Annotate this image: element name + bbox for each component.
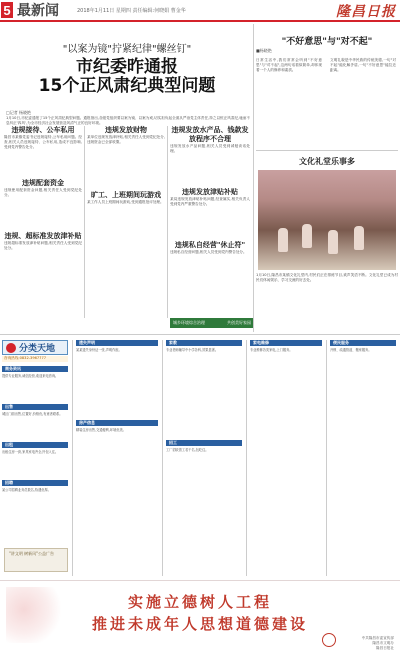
green-banner-ad — [170, 318, 254, 328]
photo-figure — [302, 224, 312, 248]
classified-ad: 开锁、疏通管道、搬家服务。 — [330, 348, 372, 352]
lead-column-1 — [4, 126, 82, 281]
classified-ad: 专业老师辅导中小学各科,效果显著。 — [166, 348, 219, 352]
page-number: 5 — [1, 2, 13, 18]
section-text: 某单位违规发放津补贴,相关责任人受到党纪处分,违规资金已全部收缴。 — [87, 135, 165, 144]
banner-right-text: 共创美好家园 — [227, 320, 251, 325]
classified-ad: 某某遗失身份证一张,声明作废。 — [76, 348, 122, 352]
credit-line: 中共隆昌市委宣传部 — [361, 636, 394, 640]
section-text: 隆昌市某镇党委书记违规接待,公车私用问题。经查,相关人员违规接待、公车私用,造成不良影响,受到党内警告处分。 — [4, 135, 82, 149]
section-heading: 违规接待、公车私用 — [11, 126, 75, 134]
banner-left-text: 城乡环境综合治理 — [173, 320, 205, 325]
category-bar: 家电维修 — [250, 340, 322, 346]
classified-ad: 工厂招收普工若干名,包吃住。 — [166, 448, 209, 452]
section-text: 违规超标准发放津补贴问题,相关责任人受到党纪处分。 — [4, 241, 82, 250]
classified-ad: 出租住房一套,家具家电齐全,拎包入住。 — [2, 450, 59, 454]
masthead — [0, 0, 400, 20]
photo-figure — [278, 228, 288, 252]
photo-headline: 文化礼堂乐事多 — [299, 157, 355, 166]
classified-ad: 精装住房出售,交通便利,环境优美。 — [76, 428, 126, 432]
column-divider — [326, 340, 327, 576]
classifieds-title: 分类天地 — [19, 344, 56, 354]
lead-column-3 — [170, 126, 250, 290]
classified-ad: 某公司招聘业务员数名,待遇优厚。 — [2, 488, 51, 492]
section-heading: 违规发放水产品、钱款发放程序不合理 — [171, 126, 249, 143]
news-photo — [258, 170, 396, 270]
lead-headline — [4, 58, 250, 96]
commentary-byline: ■杨晓艳 — [256, 48, 272, 53]
banner-slogan-1: 实施立德树人工程 — [127, 593, 272, 611]
section-divider — [256, 150, 398, 151]
column-divider — [253, 24, 254, 332]
column-divider — [162, 340, 163, 576]
section-text: 某局违规发放津贴补贴问题,经查属实,相关负责人受到党内严重警告处分。 — [170, 197, 250, 206]
classifieds-logo-icon — [6, 343, 16, 353]
section-text: 违规发放水产品问题,相关人员受到诫勉谈话处理。 — [170, 144, 250, 153]
header-rule — [0, 20, 400, 22]
commentary-headline: "不好意思"与"对不起" — [281, 37, 373, 47]
category-bar: 招聘 — [2, 480, 68, 486]
classified-ad: 提供专业服务,诚信经营,欢迎来电咨询。 — [2, 374, 59, 378]
lead-byline: □记者 杨晓艳 — [6, 110, 32, 115]
seal-stamp-icon — [322, 633, 336, 647]
category-bar: 出租 — [2, 442, 68, 448]
banner-credits — [336, 636, 394, 651]
section-heading: 违规发放津贴补贴 — [182, 188, 238, 196]
promo-label: "讲文明 树新风"公益广告 — [9, 551, 54, 556]
lead-intro: 1月10日,市纪委通报了15个正风肃纪典型问题。通报指出,各级党组织要以案为镜、以案为戒,切实担负起全面从严治党主体责任,持之以恒正风肃纪,驰而不息纠正'四风',为全市经济社会发展营造风清气正的良好环境。 — [6, 116, 250, 125]
category-bar: 便民服务 — [330, 340, 396, 346]
commentary-text-left: 日常生活中,我们常常会听到"不好意思"与"对不起",这两句话看似简单,却体现着一个人的修养和素质。 — [256, 58, 322, 72]
classifieds-header — [2, 340, 68, 355]
banner-slogan-2: 推进未成年人思想道德建设 — [91, 615, 308, 633]
section-text: 违规私自经营问题,相关人员受到党内警告处分。 — [170, 250, 247, 254]
category-bar: 家教 — [166, 340, 242, 346]
photo-figure — [354, 226, 364, 250]
public-service-banner — [0, 580, 400, 656]
section-heading: 违规、超标准发放津补贴 — [4, 232, 82, 240]
photo-figure — [328, 230, 338, 254]
category-bar: 遗失声明 — [76, 340, 158, 346]
column-divider — [246, 340, 247, 576]
date-line: 2018年1月11日 星期四 责任编辑:何晓娟 曹金华 — [77, 7, 186, 14]
lead-headline-line-2: 15个正风肃纪典型问题 — [38, 76, 216, 96]
lead-column-2 — [87, 126, 165, 252]
classified-ad: 专业维修各类家电,上门服务。 — [250, 348, 293, 352]
category-bar: 招工 — [166, 440, 242, 446]
lead-kicker: "以案为镜"拧紧纪律"螺丝钉" — [62, 44, 192, 55]
section-text: 违规使用配套资金问题,相关责任人受到党纪处分。 — [4, 188, 82, 197]
section-heading: 违规配套资金 — [22, 179, 64, 187]
category-bar: 商务资讯 — [2, 366, 68, 372]
column-divider — [167, 126, 168, 318]
credit-line: 隆昌日报社 — [376, 646, 394, 650]
credit-line: 隆昌市文明办 — [372, 641, 394, 645]
section-heading: 违规私自经营"休止符" — [174, 241, 246, 249]
column-divider — [84, 126, 85, 318]
classified-ad: 城区门面出售,位置好,价格优,有意者联系。 — [2, 412, 63, 416]
section-text: 某工作人员上班期间玩游戏,受到通报批评处理。 — [87, 200, 164, 204]
section-heading: 旷工、上班期间玩游戏 — [91, 191, 161, 199]
newspaper-logo: 隆昌日报 — [336, 4, 396, 20]
commentary-text-right: 文明礼貌是中华民族的传统美德,一句"对不起"能化解矛盾,一句"不好意思"能拉近距离。 — [330, 58, 396, 72]
promo-box — [4, 548, 68, 572]
section-heading: 违规发放财物 — [105, 126, 147, 134]
classifieds-hotline: 咨询热线:0832-3967777 — [2, 356, 68, 362]
section-divider — [0, 334, 400, 335]
category-bar: 房产信息 — [76, 420, 158, 426]
column-divider — [72, 340, 73, 576]
section-title: 最新闻 — [17, 3, 59, 19]
lead-headline-line-1: 市纪委昨通报 — [76, 57, 178, 77]
photo-caption: 1月10日,隆昌市某镇文化礼堂内,村民们正在排练节目,欢声笑语不断。文化礼堂已成为村民们休闲娱乐、学习交流的好去处。 — [256, 273, 398, 282]
category-bar: 出售 — [2, 404, 68, 410]
